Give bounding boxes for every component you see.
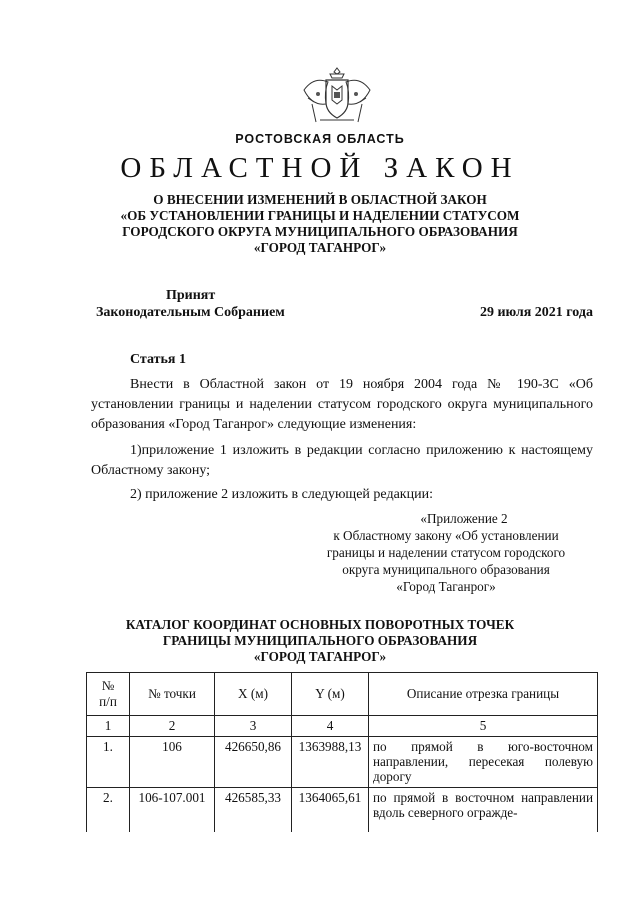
article-heading: Статья 1: [130, 352, 186, 367]
law-subject: [0, 192, 640, 256]
appendix-header: [296, 510, 596, 595]
law-subject-line: О ВНЕСЕНИИ ИЗМЕНЕНИЙ В ОБЛАСТНОЙ ЗАКОН: [153, 192, 487, 207]
region-name: РОСТОВСКАЯ ОБЛАСТЬ: [235, 132, 405, 146]
cell-y: 1364065,61: [292, 788, 369, 833]
header-desc: Описание отрезка границы: [369, 673, 598, 716]
header-num: [87, 673, 130, 716]
table-row: [87, 737, 598, 788]
adopted-label: Принят: [166, 288, 216, 303]
cell-desc: по прямой в восточном направлении вдоль северного огражде-: [369, 788, 598, 833]
header-y: Y (м): [292, 673, 369, 716]
index-cell: 3: [215, 716, 292, 737]
article-paragraph: 1)приложение 1 изложить в редакции согласно приложению к настоящему Областному закону;: [91, 443, 593, 478]
law-subject-line: «ГОРОД ТАГАНРОГ»: [253, 240, 387, 255]
law-subject-line: «ОБ УСТАНОВЛЕНИИ ГРАНИЦЫ И НАДЕЛЕНИИ СТАТУСОМ: [120, 208, 520, 223]
catalog-title: [0, 617, 640, 665]
appendix-title: «Приложение 2: [420, 511, 508, 526]
appendix-line: «Город Таганрог»: [396, 579, 496, 594]
coordinates-table: [86, 672, 598, 832]
cell-y: 1363988,13: [292, 737, 369, 788]
appendix-line: границы и наделении статусом городского: [326, 545, 566, 560]
header-x: X (м): [215, 673, 292, 716]
appendix-line: к Областному закону «Об установлении: [333, 528, 559, 543]
cell-point: 106: [130, 737, 215, 788]
header-num-abbr: п/п: [99, 694, 117, 709]
law-title: ОБЛАСТНОЙ ЗАКОН: [120, 152, 520, 184]
adopted-date: 29 июля 2021 года: [479, 305, 593, 320]
law-subject-line: ГОРОДСКОГО ОКРУГА МУНИЦИПАЛЬНОГО ОБРАЗОВАНИЯ: [122, 224, 518, 239]
cell-x: 426585,33: [215, 788, 292, 833]
header-num-symbol: №: [101, 678, 115, 693]
cell-num: 1.: [87, 737, 130, 788]
header-point: № точки: [130, 673, 215, 716]
catalog-title-line: «ГОРОД ТАГАНРОГ»: [253, 649, 387, 664]
cell-x: 426650,86: [215, 737, 292, 788]
table-row: [87, 788, 598, 833]
article-paragraph: Внести в Областной закон от 19 ноября 2004 года № 190-ЗС «Об установлении границы и наделении статусом городского округа муниципального образования «Город Таганрог» следующие изменения:: [91, 377, 593, 432]
catalog-title-line: ГРАНИЦЫ МУНИЦИПАЛЬНОГО ОБРАЗОВАНИЯ: [162, 633, 478, 648]
index-cell: 4: [292, 716, 369, 737]
appendix-line: округа муниципального образования: [342, 562, 550, 577]
coat-of-arms-icon: [298, 64, 376, 128]
cell-num: 2.: [87, 788, 130, 833]
article-paragraph: 2) приложение 2 изложить в следующей редакции:: [130, 487, 433, 502]
table-header-row: [87, 673, 598, 716]
index-cell: 2: [130, 716, 215, 737]
catalog-title-line: КАТАЛОГ КООРДИНАТ ОСНОВНЫХ ПОВОРОТНЫХ ТОЧЕК: [125, 617, 515, 632]
cell-desc: по прямой в юго-восточном направлении, пересекая полевую дорогу: [369, 737, 598, 788]
cell-point: 106-107.001: [130, 788, 215, 833]
index-cell: 5: [369, 716, 598, 737]
adopted-by: Законодательным Собранием: [96, 305, 285, 320]
table-index-row: [87, 716, 598, 737]
index-cell: 1: [87, 716, 130, 737]
